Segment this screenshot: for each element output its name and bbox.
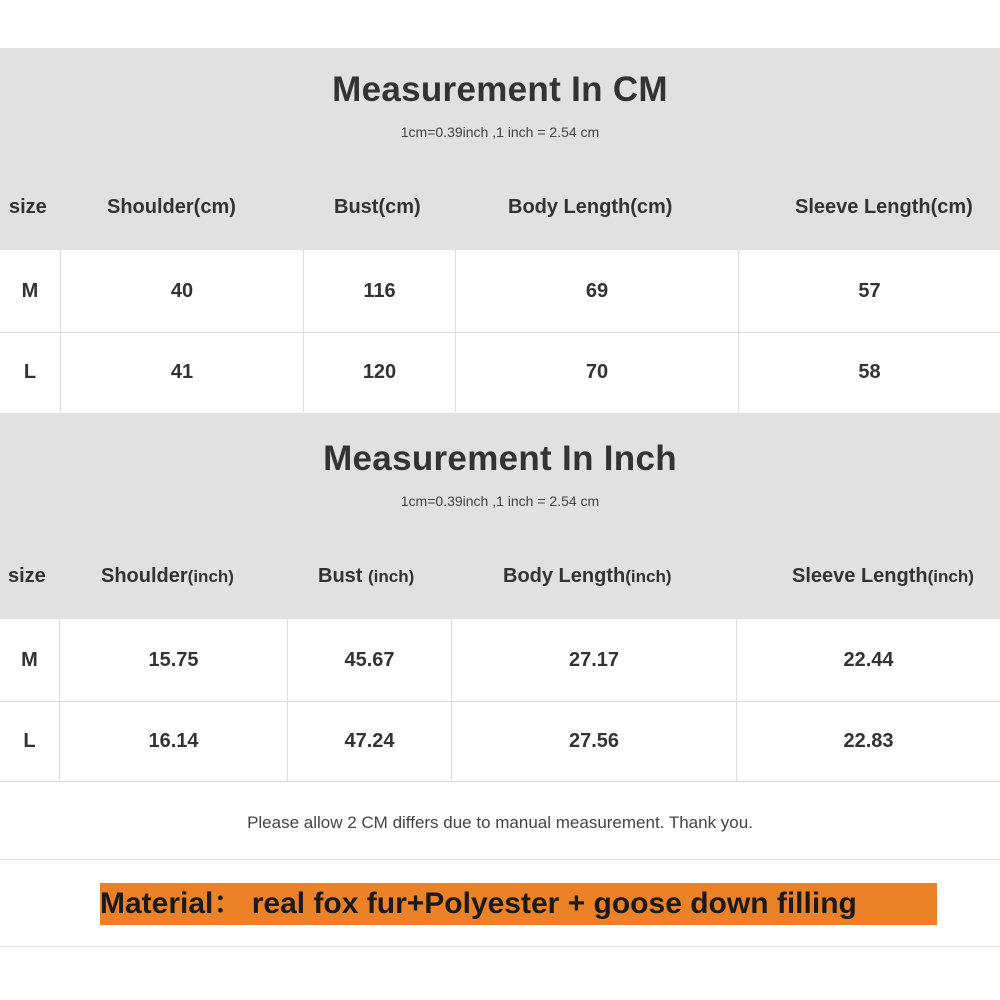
- header-unit: (inch): [368, 567, 415, 586]
- shoulder-cell: 15.75: [148, 648, 199, 671]
- shoulder-cell: 16.14: [148, 730, 199, 752]
- sleeve-length-cell: 22.83: [843, 730, 894, 752]
- inch-header-bust: [318, 565, 414, 588]
- shoulder-cell: 41: [170, 361, 194, 383]
- table-row: [0, 619, 1000, 701]
- inch-header-body-length: [503, 565, 672, 588]
- size-cell: M: [21, 279, 39, 302]
- inch-header-size: size: [8, 565, 46, 587]
- table-row: [0, 250, 1000, 332]
- cm-header-size: size: [9, 196, 47, 218]
- size-cell: L: [23, 361, 37, 383]
- header-unit: (inch): [927, 567, 974, 586]
- bust-cell: 47.24: [344, 730, 395, 752]
- header-label: Bust: [318, 565, 368, 587]
- cm-table-subtitle: 1cm=0.39inch ,1 inch = 2.54 cm: [400, 124, 600, 140]
- sleeve-length-cell: 57: [858, 279, 881, 302]
- body-length-cell: 69: [585, 279, 609, 302]
- size-cell: L: [23, 730, 36, 752]
- size-cell: M: [21, 648, 38, 671]
- sleeve-length-cell: 22.44: [843, 648, 894, 671]
- body-length-cell: 70: [585, 361, 609, 383]
- inch-header-sleeve-length: [792, 565, 974, 588]
- bust-cell: 45.67: [344, 648, 395, 671]
- header-unit: (inch): [187, 567, 234, 586]
- header-unit: (inch): [625, 567, 672, 586]
- sleeve-length-cell: 58: [858, 361, 881, 383]
- cm-header-sleeve-length: Sleeve Length(cm): [795, 196, 973, 218]
- header-label: Body Length: [503, 565, 626, 587]
- table-row: [0, 702, 1000, 781]
- header-label: Sleeve Length: [792, 565, 928, 587]
- cm-header-body-length: Body Length(cm): [508, 196, 673, 218]
- bust-cell: 120: [362, 361, 397, 383]
- material-banner: Material： real fox fur+Polyester + goose down filling: [100, 883, 937, 925]
- note-divider: [0, 859, 1000, 860]
- inch-table-title: Measurement In Inch: [323, 439, 677, 478]
- header-label: Shoulder: [101, 565, 188, 587]
- table-row: [0, 333, 1000, 412]
- shoulder-cell: 40: [170, 279, 194, 302]
- inch-header-shoulder: [101, 565, 234, 588]
- bottom-divider: [0, 946, 1000, 947]
- body-length-cell: 27.56: [568, 730, 620, 752]
- table-bottom-border: [0, 781, 1000, 782]
- measurement-note: Please allow 2 CM differs due to manual measurement. Thank you.: [247, 813, 753, 832]
- bust-cell: 116: [363, 279, 396, 302]
- cm-header-bust: Bust(cm): [334, 196, 421, 218]
- body-length-cell: 27.17: [568, 648, 620, 671]
- inch-table-subtitle: 1cm=0.39inch ,1 inch = 2.54 cm: [400, 493, 600, 509]
- cm-header-shoulder: Shoulder(cm): [107, 196, 236, 218]
- cm-table-title: Measurement In CM: [332, 70, 668, 109]
